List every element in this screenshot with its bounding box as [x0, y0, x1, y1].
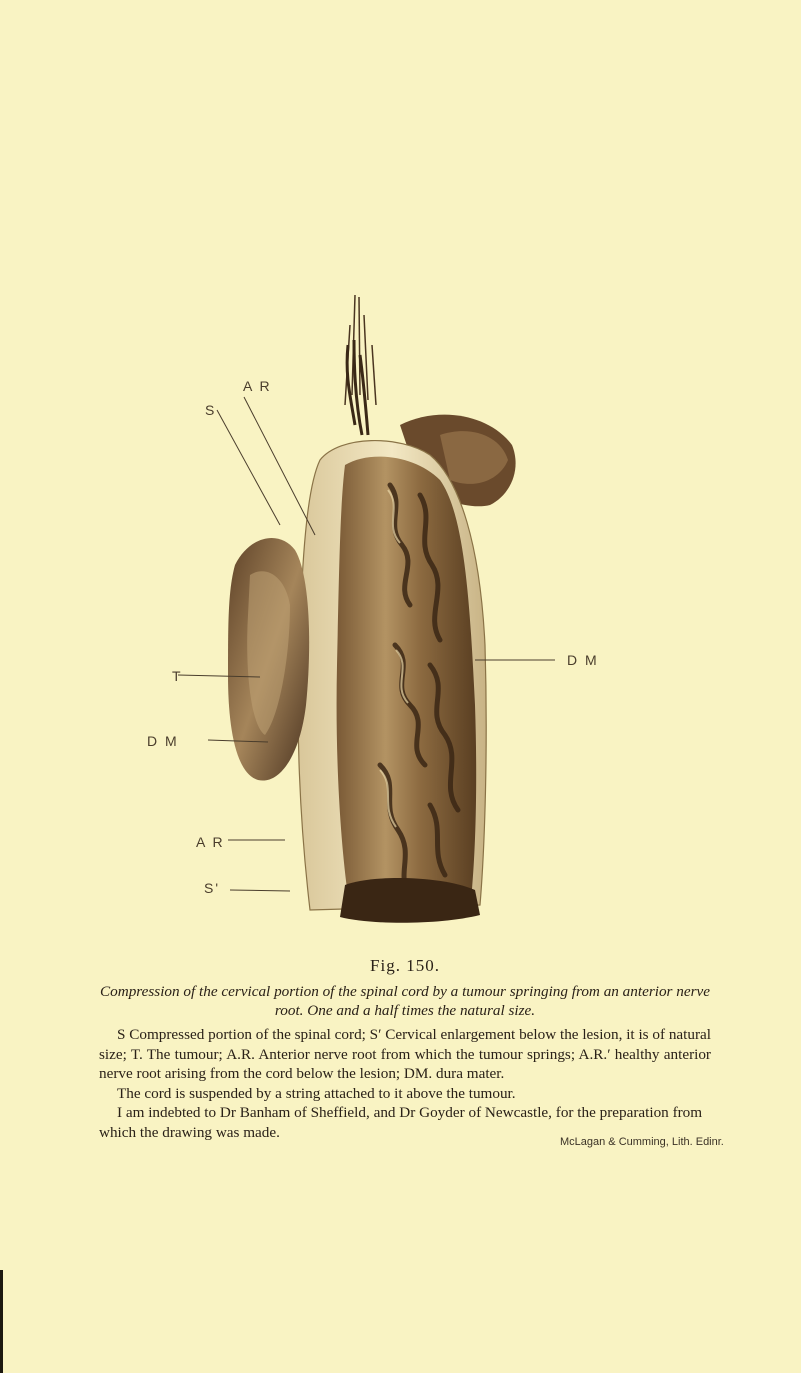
label-dura-mater-right: D M	[567, 652, 599, 668]
nerve-root-fibres	[347, 340, 368, 435]
cord-cut-surface	[340, 878, 480, 923]
page-edge-shadow	[0, 1270, 3, 1373]
figure-caption	[99, 956, 711, 1142]
label-t: T	[172, 668, 183, 684]
figure-title: Compression of the cervical portion of the spinal cord by a tumour springing from an anterior nerve root. One and a half times the natural size.	[100, 983, 710, 1019]
printer-credit: McLagan & Cumming, Lith. Edinr.	[560, 1136, 724, 1148]
figure-legend: S Compressed portion of the spinal cord; S′ Cervical enlargement below the lesion, it is of natural size; T. The tumour; A.R. Anterior nerve root from which the tumour springs; A.R.′ healthy anterior nerve root arising from the cord below the lesion; DM. dura mater.	[99, 1026, 711, 1082]
figure-note-acknowledgement: I am indebted to Dr Banham of Sheffield, and Dr Goyder of Newcastle, for the preparation from which the drawing was made.	[99, 1104, 703, 1141]
label-anterior-root-upper: A R	[243, 378, 272, 394]
label-anterior-root-lower: A R	[196, 834, 225, 850]
label-s: S	[205, 402, 217, 418]
spinal-cord	[337, 457, 477, 910]
label-dura-mater-left: D M	[147, 733, 179, 749]
label-s-prime: S'	[204, 880, 221, 896]
figure-note-string: The cord is suspended by a string attached to it above the tumour.	[117, 1084, 516, 1102]
figure-number: Fig. 150.	[370, 956, 440, 975]
